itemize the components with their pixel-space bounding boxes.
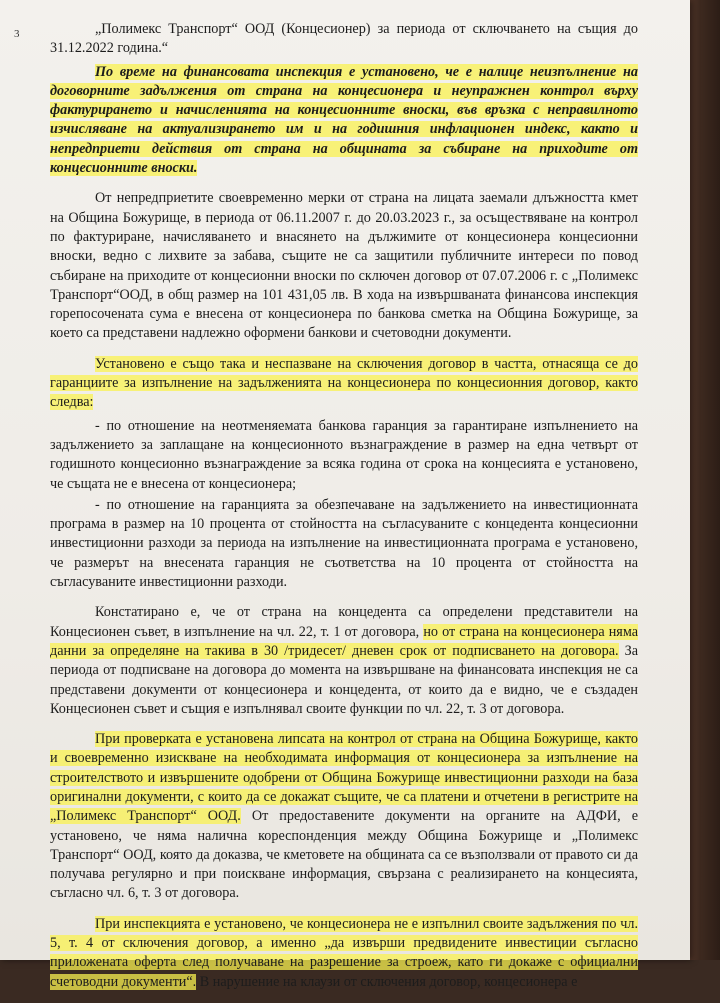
list-item-bank-guarantee: - по отношение на неотменяемата банкова гаранция за гарантиране изпълнението на задължението за заплащане на концесионното възнаграждение в размер на една четвърт от годишното концесионно възнаграждение за всяка година от срока на концесията е установено, че същата не е внесена от концесионера; [50,417,638,492]
highlight-guarantees: Установено е също така и неспазване на сключения договор в частта, отнасяща се до гаранциите за изпълнение на задълженията на концесионера по концесионния договор, както следва: [50,355,638,411]
paragraph-findings [50,63,638,179]
list-item-investment-guarantee: - по отношение на гаранцията за обезпечаване на задължението на инвестиционната програма в размер на 10 процента от стойността на съгласуваните с концедента концесионни инвестиционни разходи за периода на изпълнение на инвестиционната програма е установено, че размерът на внесената гаранция не съответства на 10 процента от стойността на съгласуваните инвестиционни разходи. [50,496,638,591]
paragraph-guarantees [50,355,638,413]
highlight-control: При проверката е установена липсата на контрол от страна на Община Божурище, както и своевременно изискване на необходимата информация от концесионера за изпълнение на строителството и извършените одобрени от Община Божурище инвестиционни разходи на база оригинални документи, с които да се докажат същите, че са платени и отчетени в регистрите на „Полимекс Транспорт“ ООД. [50,731,638,825]
council-text-a: Констатирано е, че от страна на концедента са определени представители на Концесионен съвет, в изпълнение на чл. 22, т. 1 от договора, [50,604,638,640]
paragraph-council [50,603,638,719]
paragraph-intro: „Полимекс Транспорт“ ООД (Концесионер) за периода от сключването на същия до 31.12.2022 година.“ [50,21,638,57]
document-body [50,20,638,1003]
control-text-b: От предоставените документи на органите на АДФИ, е установено, че няма налична кореспонденция между Община Божурище и „Полимекс Транспорт“ ООД, която да доказва, че кметовете на общината са се възползвали от правото си да получава регулярно и при поискване информация, свързана с реализирането на концесията, съгласно чл. 6, т. 3 от договора. [50,808,639,902]
highlight-findings: По време на финансовата инспекция е установено, че е налице неизпълнение на договорните задължения от страна на концесионера и неупражнен контрол върху фактурирането и начисленията на концесионните вноски, във връзка с неправилното изчисляване на актуализирането им и на годишния инфлационен индекс, както и непредприети действия от страна на общината за събиране на приходите от концесионните вноски. [50,63,638,177]
investments-text-b: В нарушение на клаузи от сключения договор, концесионера е [199,973,578,990]
highlight-council: но от страна на концесионера няма данни за определяне на такива в 30 /тридесет/ дневен срок от подписването на договора. [50,623,639,659]
wooden-desk-edge [686,0,720,960]
council-text-b: За периода от подписване на договора до момента на извършване на финансовата инспекция не са представени документи от концесионера и концедента, от които да е видно, че е създаден Концесионен съвет и същия е изпълнявал своите функции по чл. 22, т. 3 от договора. [50,642,639,717]
paragraph-mayors: От непредприетите своевременно мерки от страна на лицата заемали длъжността кмет на Община Божурище, в периода от 06.11.2007 г. до 20.03.2023 г., за осъществяване на контрол по фактуриране, начисляването и внасянето на дължимите от концесионера концесионни вноски, ведно с лихвите за забава, същите не са защитили публичните интереси по повод събиране на приходите от концесионни вноски по сключен договор от 07.07.2006 г. с „Полимекс Транспорт“ООД, в общ размер на 101 431,05 лв. В хода на извършваната финансова инспекция горепосочената сума е внесена от концесионера по банкова сметка на Община Божурище, за което са представени надлежно оформени банкови и счетоводни документи. [50,190,638,342]
paragraph-investments [50,915,638,992]
page-marker: 3 [14,28,20,40]
highlight-investments: При инспекцията е установено, че концесионера не е изпълнил своите задължения по чл. 5, т. 4 от сключения договор, а именно „да извърши предвидените инвестиции съгласно приложената оферта след получаване на разрешение за строеж, като ги докаже с официални счетоводни документи“. [50,915,638,990]
paragraph-control [50,730,638,904]
